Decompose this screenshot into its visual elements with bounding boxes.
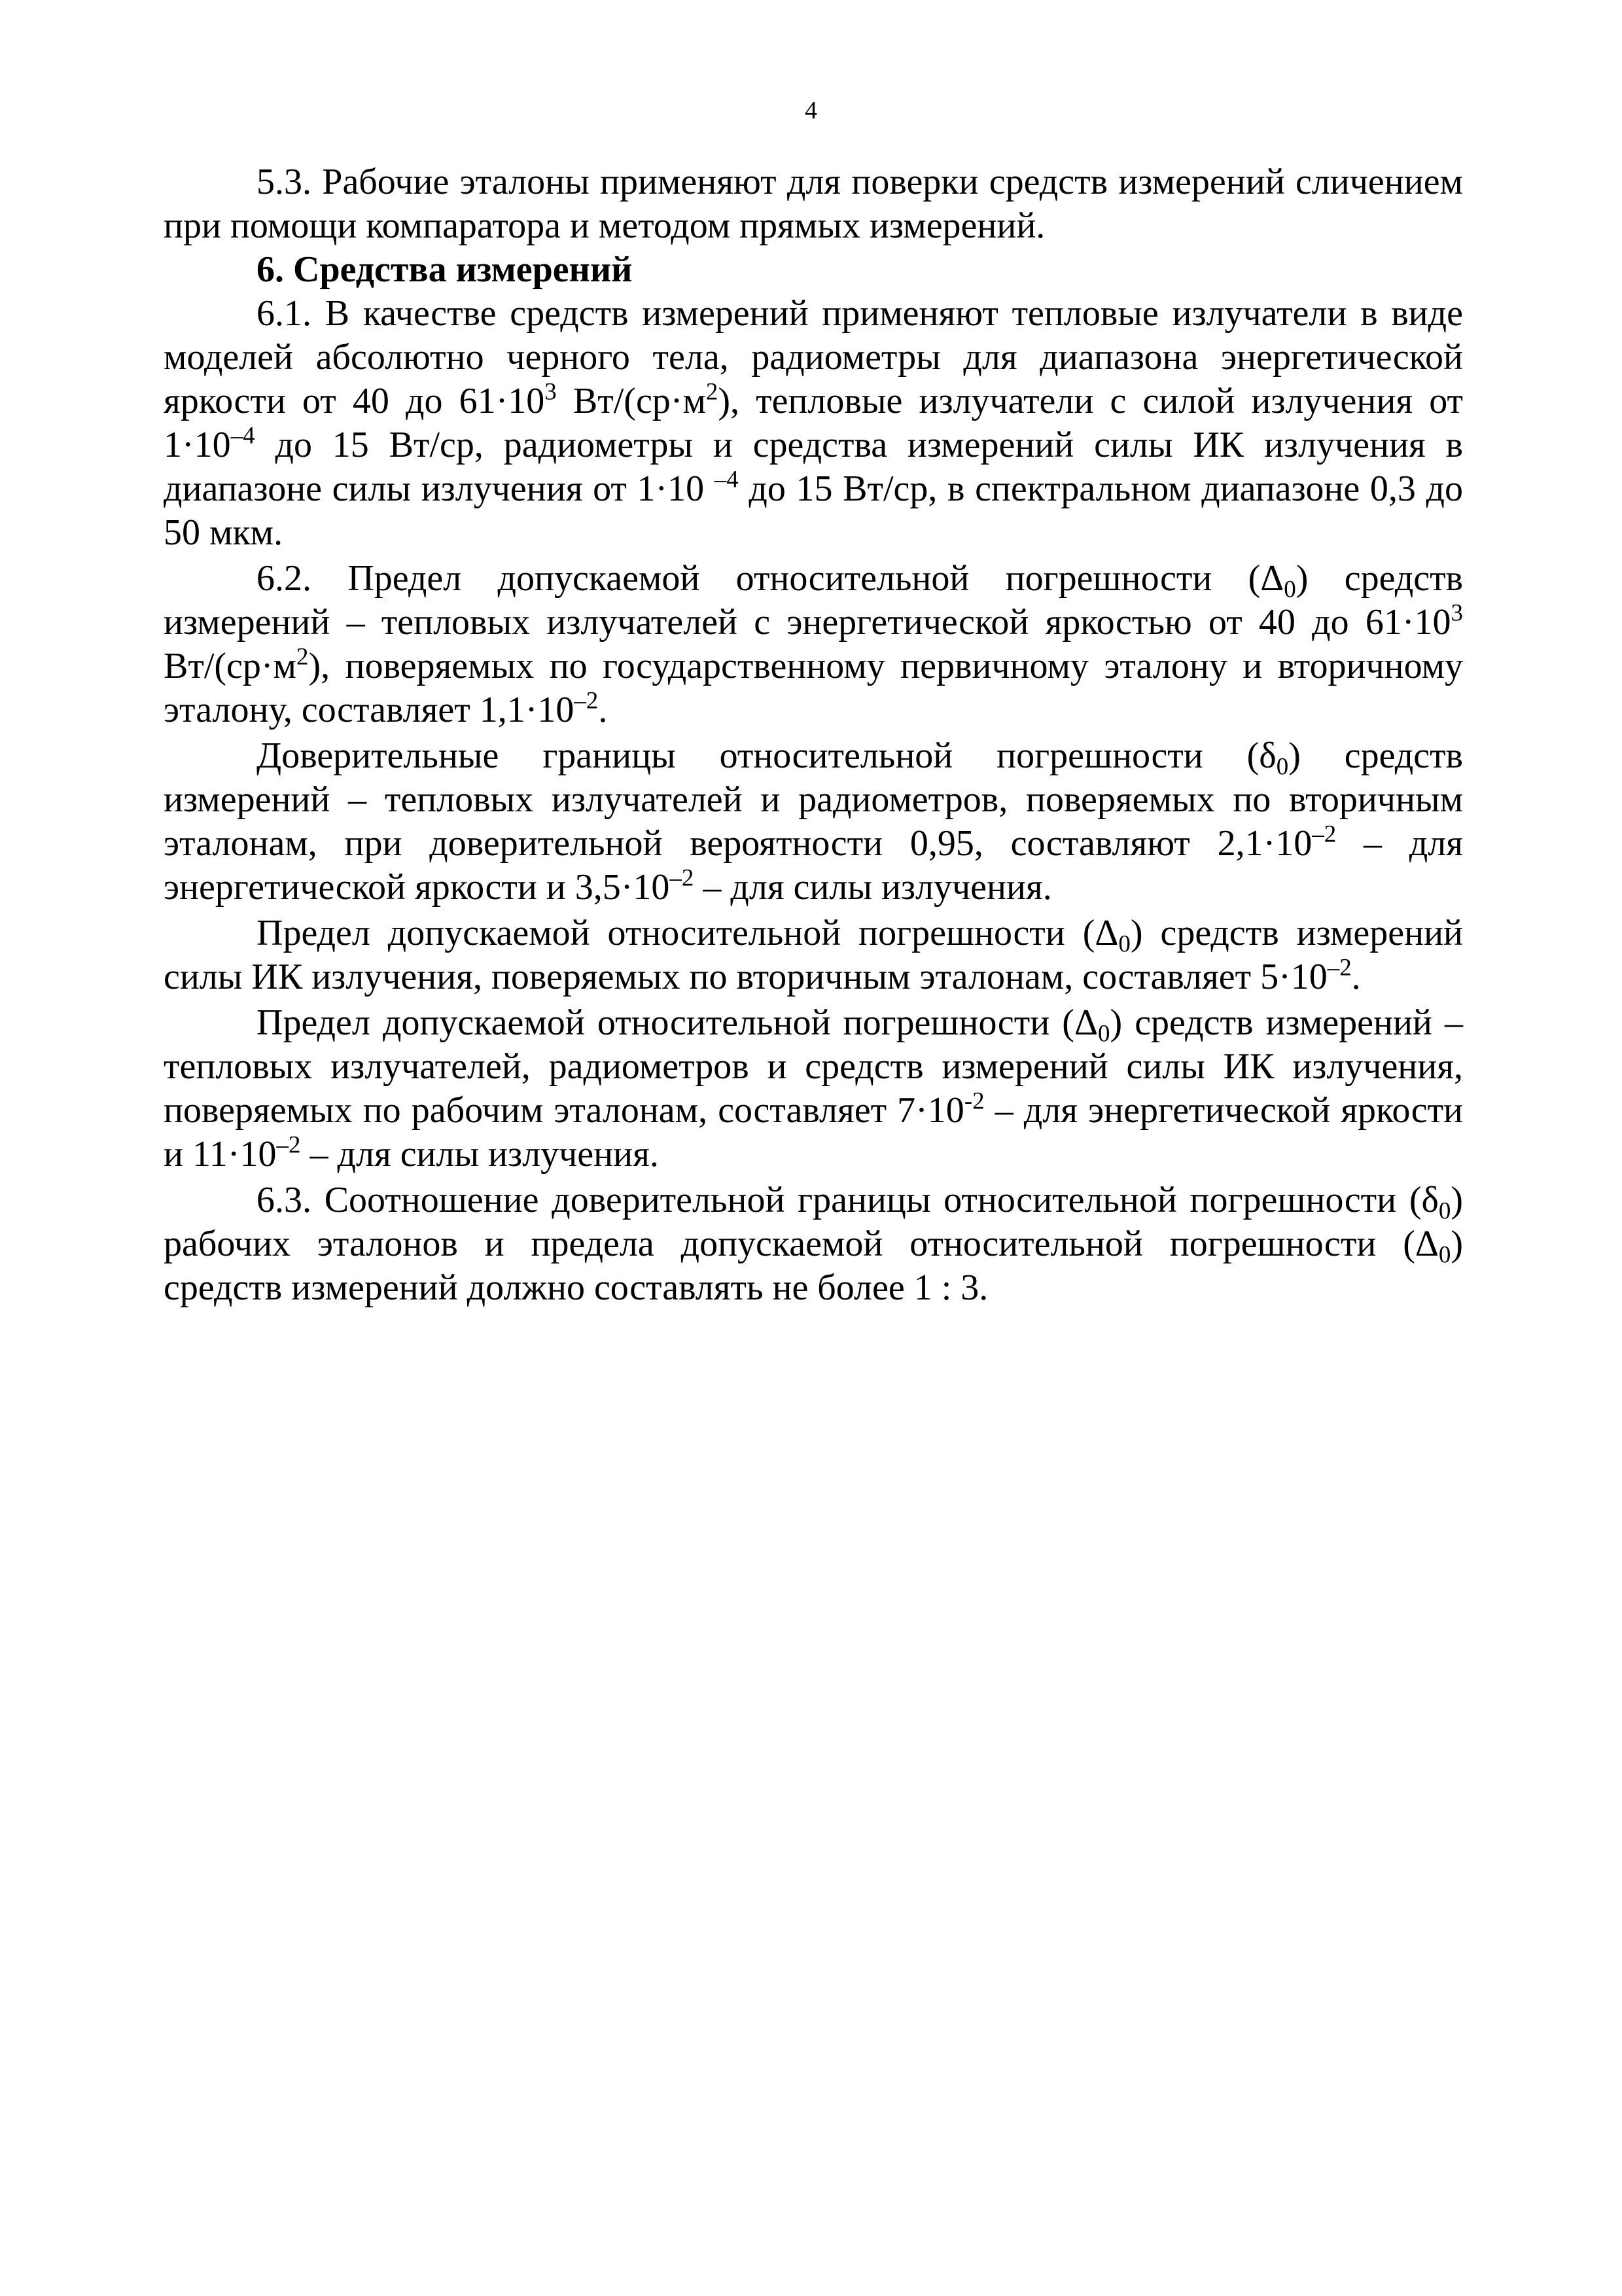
text-run: ) средств измерений – тепловых излучателей с энергетической яркостью от 40 до 61·10: [164, 558, 1463, 643]
subscript: 0: [1276, 752, 1289, 780]
superscript: –4: [714, 465, 739, 493]
paragraph-working-standards-limit: [164, 1001, 1463, 1176]
text-run: – для силы излучения.: [300, 1134, 659, 1174]
text-run: – для энергетической яркости и 11·10: [164, 1090, 1464, 1174]
page-number: 4: [805, 97, 817, 124]
text-run: – для силы излучения.: [694, 867, 1052, 908]
subscript: 0: [1097, 1019, 1110, 1047]
superscript: -2: [964, 1087, 985, 1114]
text-run: ), поверяемых по государственному первичному эталону и вторичному эталону, составляет 1,1·10: [164, 646, 1463, 730]
text-run: Доверительные границы относительной погрешности (δ: [256, 735, 1277, 776]
text-run: ), тепловые излучатели с силой излучения от 1·10: [164, 381, 1463, 465]
superscript: –2: [276, 1131, 301, 1158]
paragraph-6-3: [164, 1178, 1463, 1310]
text-run: Предел допускаемой относительной погрешности (Δ: [256, 1002, 1098, 1043]
text-run: 6.2. Предел допускаемой относительной погрешности (Δ: [256, 558, 1284, 599]
paragraph-confidence-bounds: [164, 734, 1463, 910]
superscript: –2: [574, 686, 599, 714]
superscript: 3: [544, 378, 557, 405]
paragraph-text: 5.3. Рабочие эталоны применяют для поверки средств измерений сличением при помощи компаратора и методом прямых измерений.: [164, 162, 1463, 246]
text-run: – для энергетической яркости и 3,5·10: [164, 823, 1463, 908]
paragraph-ir-intensity-limit: [164, 911, 1463, 999]
text-run: 6.1. В качестве средств измерений применяют тепловые излучатели в виде моделей абсолютно черного тела, радиометры для диапазона энергетической яркости от 40 до 61·10: [164, 293, 1463, 421]
text-run: ) рабочих эталонов и предела допускаемой относительной погрешности (Δ: [164, 1180, 1463, 1264]
superscript: 3: [1451, 599, 1463, 626]
paragraph-6-1: [164, 292, 1463, 555]
text-run: .: [1351, 957, 1361, 997]
text-run: .: [598, 690, 608, 730]
text-run: ) средств измерений силы ИК излучения, поверяемых по вторичным эталонам, составляет 5·10: [164, 913, 1463, 997]
text-run: ) средств измерений должно составлять не более 1 : 3.: [164, 1224, 1463, 1308]
superscript: –2: [669, 864, 694, 891]
subscript: 0: [1118, 930, 1131, 957]
paragraph-5-3: [164, 160, 1463, 248]
text-run: Вт/(ср·м: [556, 381, 706, 421]
superscript: 2: [705, 378, 718, 405]
superscript: –4: [230, 421, 255, 449]
text-run: Предел допускаемой относительной погрешности (Δ: [256, 913, 1119, 953]
superscript: 2: [296, 643, 309, 670]
superscript: –2: [1312, 820, 1337, 847]
text-run: Вт/(ср·м: [164, 646, 296, 686]
subscript: 0: [1438, 1241, 1451, 1268]
document-body: [164, 160, 1463, 1310]
text-run: до 15 Вт/ср, в спектральном диапазоне 0,3 до 50 мкм.: [164, 468, 1463, 553]
paragraph-6-2: [164, 557, 1463, 732]
subscript: 0: [1438, 1197, 1451, 1224]
subscript: 0: [1284, 575, 1296, 603]
text-run: до 15 Вт/ср, радиометры и средства измерений силы ИК излучения в диапазоне силы излучения от 1·10: [164, 425, 1463, 509]
text-run: ) средств измерений – тепловых излучателей, радиометров и средств измерений силы ИК излучения, поверяемых по рабочим эталонам, составляет 7·10: [164, 1002, 1463, 1131]
superscript: –2: [1327, 953, 1352, 981]
text-run: ) средств измерений – тепловых излучателей и радиометров, поверяемых по вторичным эталонам, при доверительной вероятности 0,95, составляют 2,1·10: [164, 735, 1463, 864]
section-heading-6: 6. Средства измерений: [256, 249, 633, 290]
text-run: 6.3. Соотношение доверительной границы относительной погрешности (δ: [256, 1180, 1439, 1220]
